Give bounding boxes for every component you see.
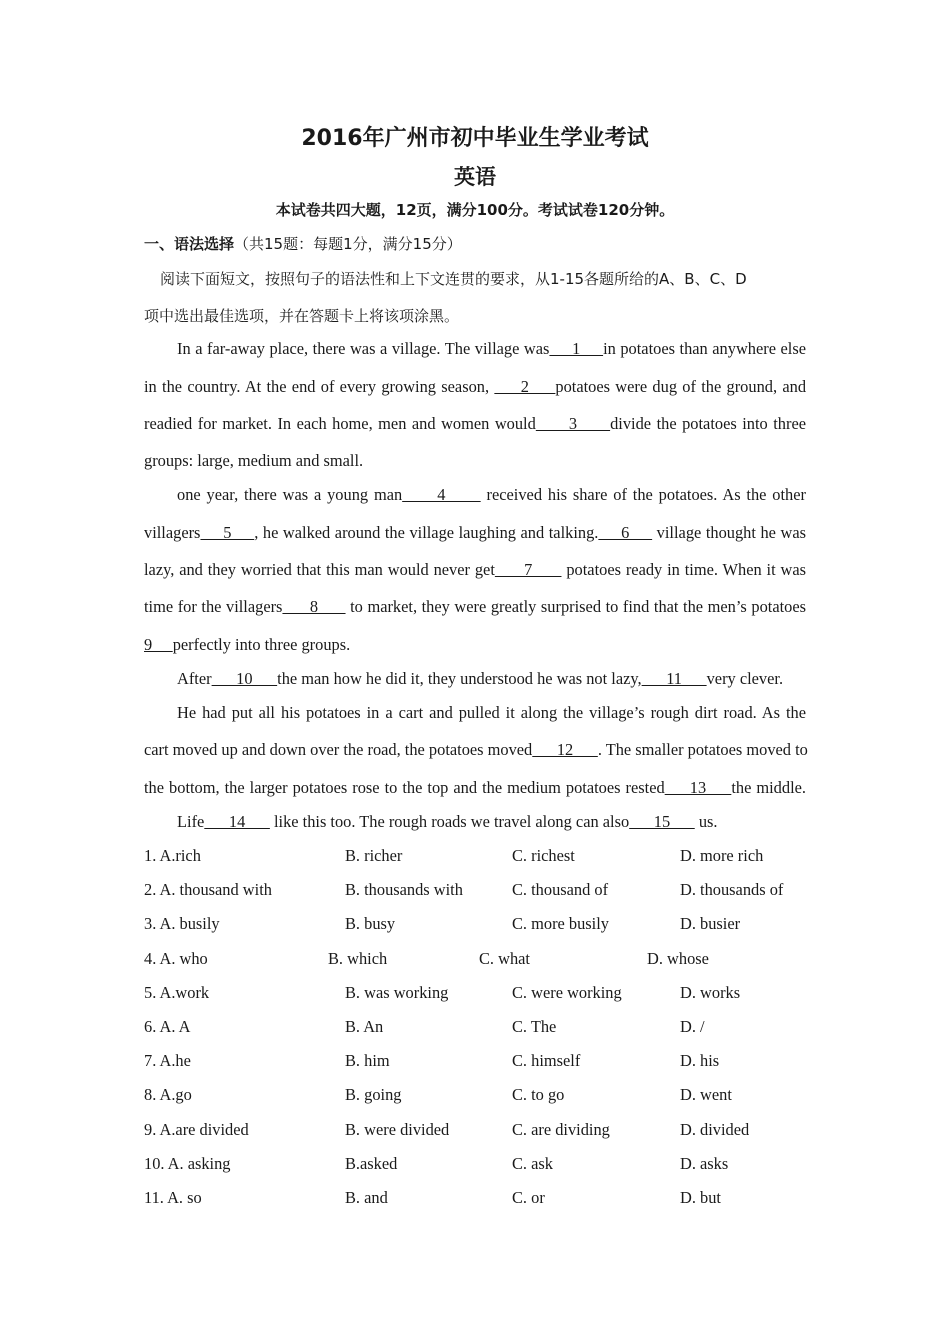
passage-line bbox=[144, 740, 806, 760]
passage-text: divide the potatoes into three bbox=[610, 414, 806, 433]
question-option: D. divided bbox=[680, 1120, 750, 1139]
answer-blank: 12 bbox=[532, 740, 598, 759]
passage-line bbox=[144, 377, 806, 397]
passage-line bbox=[144, 597, 806, 617]
answer-blank: 15 bbox=[629, 812, 695, 831]
question-option: 9. A.are divided bbox=[144, 1120, 249, 1139]
answer-blank: 9 bbox=[144, 635, 173, 654]
question-option: C. are dividing bbox=[512, 1120, 610, 1139]
question-option: C. The bbox=[512, 1017, 557, 1036]
question-option: 1. A.rich bbox=[144, 846, 201, 865]
question-option: C. thousand of bbox=[512, 880, 609, 899]
question-option: D. whose bbox=[647, 949, 709, 968]
question-option: D. asks bbox=[680, 1154, 729, 1173]
question-option: C. himself bbox=[512, 1051, 581, 1070]
passage-line bbox=[177, 703, 806, 723]
question-option: B. were divided bbox=[345, 1120, 450, 1139]
instruction-line-1: 阅读下面短文，按照句子的语法性和上下文连贯的要求，从1-15各题所给的A、B、C、D bbox=[160, 270, 747, 288]
answer-blank: 1 bbox=[549, 339, 604, 358]
question-option: B. busy bbox=[345, 914, 396, 933]
answer-blank: 4 bbox=[402, 485, 481, 504]
question-option: D. his bbox=[680, 1051, 720, 1070]
passage-text: to market, they were greatly surprised to find that the men’s potatoes bbox=[345, 597, 806, 616]
passage-text: , he walked around the village laughing and talking. bbox=[254, 523, 599, 542]
passage-line bbox=[144, 523, 806, 543]
passage-line bbox=[177, 339, 806, 359]
passage-line bbox=[144, 778, 806, 798]
passage-text: received his share of the potatoes. As the other bbox=[480, 485, 806, 504]
question-option: C. were working bbox=[512, 983, 622, 1002]
passage-text: potatoes ready in time. When it was bbox=[561, 560, 806, 579]
passage-line bbox=[177, 485, 806, 505]
question-option: C. what bbox=[479, 949, 530, 968]
question-option: B. thousands with bbox=[345, 880, 463, 899]
question-option: 6. A. A bbox=[144, 1017, 191, 1036]
passage-text: After bbox=[177, 669, 212, 688]
question-option: B.asked bbox=[345, 1154, 398, 1173]
question-option: B. was working bbox=[345, 983, 449, 1002]
question-option: C. ask bbox=[512, 1154, 553, 1173]
answer-blank: 5 bbox=[200, 523, 255, 542]
passage-text: in potatoes than anywhere else bbox=[603, 339, 807, 358]
question-option: D. thousands of bbox=[680, 880, 784, 899]
passage-text: the middle. bbox=[731, 778, 806, 797]
question-option: D. went bbox=[680, 1085, 732, 1104]
passage-text: He had put all his potatoes in a cart and pulled it along the village’s rough dirt road. As the bbox=[177, 703, 806, 722]
question-option: 11. A. so bbox=[144, 1188, 202, 1207]
passage-text: perfectly into three groups. bbox=[172, 635, 351, 654]
passage-text: In a far-away place, there was a village. The village was bbox=[177, 339, 550, 358]
question-option: 8. A.go bbox=[144, 1085, 192, 1104]
passage-text: Life bbox=[177, 812, 205, 831]
passage-text: us. bbox=[694, 812, 718, 831]
question-option: B. him bbox=[345, 1051, 390, 1070]
question-option: D. more rich bbox=[680, 846, 764, 865]
section-heading-note: （共15题：每题1分，满分15分） bbox=[234, 235, 462, 253]
question-option: D. works bbox=[680, 983, 741, 1002]
answer-blank: 14 bbox=[204, 812, 270, 831]
subject-title: 英语 bbox=[454, 165, 496, 189]
answer-blank: 10 bbox=[211, 669, 278, 688]
passage-line bbox=[177, 669, 806, 689]
question-option: D. busier bbox=[680, 914, 741, 933]
question-option: C. or bbox=[512, 1188, 545, 1207]
passage-text: cart moved up and down over the road, the potatoes moved bbox=[144, 740, 533, 759]
section-heading-title: 一、语法选择 bbox=[144, 235, 235, 253]
passage-text: potatoes were dug of the ground, and bbox=[555, 377, 807, 396]
passage-text: one year, there was a young man bbox=[177, 485, 403, 504]
passage-text: in the country. At the end of every growing season, bbox=[144, 377, 495, 396]
question-option: 2. A. thousand with bbox=[144, 880, 272, 899]
instruction-line-2: 项中选出最佳选项，并在答题卡上将该项涂黑。 bbox=[144, 307, 460, 325]
question-option: 3. A. busily bbox=[144, 914, 220, 933]
exam-title: 2016年广州市初中毕业生学业考试 bbox=[301, 126, 649, 151]
passage-text: . The smaller potatoes moved to bbox=[597, 740, 808, 759]
passage-text: villagers bbox=[144, 523, 201, 542]
question-option: 10. A. asking bbox=[144, 1154, 231, 1173]
passage-text: very clever. bbox=[706, 669, 784, 688]
question-option: C. richest bbox=[512, 846, 575, 865]
passage-text: the bottom, the larger potatoes rose to the top and the medium potatoes rested bbox=[144, 778, 665, 797]
answer-blank: 6 bbox=[598, 523, 653, 542]
passage-line bbox=[144, 635, 806, 655]
passage-line bbox=[144, 560, 806, 580]
question-option: B. which bbox=[328, 949, 388, 968]
answer-blank: 11 bbox=[641, 669, 707, 688]
question-option: B. and bbox=[345, 1188, 388, 1207]
passage-text: village thought he was bbox=[652, 523, 806, 542]
question-option: D. but bbox=[680, 1188, 721, 1207]
section-heading bbox=[144, 233, 806, 254]
question-option: B. going bbox=[345, 1085, 402, 1104]
question-option: C. more busily bbox=[512, 914, 609, 933]
question-option: B. richer bbox=[345, 846, 403, 865]
passage-text: time for the villagers bbox=[144, 597, 283, 616]
question-option: 7. A.he bbox=[144, 1051, 191, 1070]
passage-line bbox=[144, 451, 806, 471]
passage-text: groups: large, medium and small. bbox=[144, 451, 364, 470]
passage-line bbox=[144, 414, 806, 434]
question-option: 4. A. who bbox=[144, 949, 208, 968]
passage-text: lazy, and they worried that this man would never get bbox=[144, 560, 495, 579]
exam-info: 本试卷共四大题，12页，满分100分。考试试卷120分钟。 bbox=[275, 201, 675, 219]
question-option: D. / bbox=[680, 1017, 705, 1036]
question-option: 5. A.work bbox=[144, 983, 210, 1002]
question-option: B. An bbox=[345, 1017, 384, 1036]
passage-text: readied for market. In each home, men and women would bbox=[144, 414, 536, 433]
answer-blank: 3 bbox=[535, 414, 611, 433]
answer-blank: 8 bbox=[282, 597, 346, 616]
passage-text: like this too. The rough roads we travel along can also bbox=[269, 812, 630, 831]
answer-blank: 2 bbox=[494, 377, 556, 396]
passage-line bbox=[177, 812, 806, 832]
answer-blank: 13 bbox=[664, 778, 732, 797]
answer-blank: 7 bbox=[494, 560, 562, 579]
passage-text: the man how he did it, they understood he was not lazy, bbox=[277, 669, 642, 688]
question-option: C. to go bbox=[512, 1085, 565, 1104]
